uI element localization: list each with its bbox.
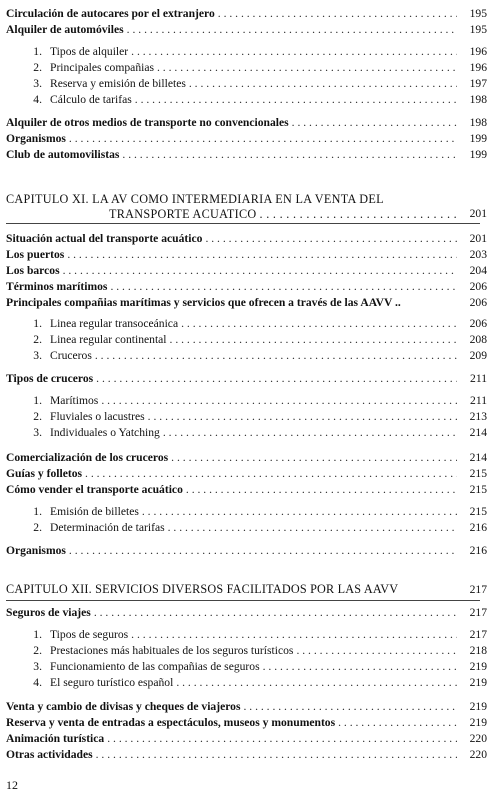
toc-subentry [6, 349, 460, 363]
leader-dots [85, 467, 457, 481]
leader-dots [170, 333, 457, 347]
leader-dots [157, 61, 457, 75]
entry-label: Situación actual del transporte acuático [6, 232, 203, 245]
entry-label: Cruceros [50, 349, 92, 362]
toc-entry [6, 280, 460, 294]
entry-page-number: 206 [469, 296, 487, 309]
leader-dots [127, 23, 457, 37]
leader-dots [218, 7, 457, 21]
toc-entry [6, 132, 460, 146]
toc-subentry [6, 61, 460, 75]
entry-number: 3. [33, 349, 42, 362]
leader-dots [148, 410, 457, 424]
entry-page-number: 206 [469, 280, 487, 293]
leader-dots [338, 716, 457, 730]
entry-number: 4. [33, 676, 42, 689]
toc-entry [6, 700, 460, 714]
entry-number: 1. [33, 45, 42, 58]
entry-label: Los puertos [6, 248, 65, 261]
toc-subentry [6, 426, 460, 440]
entry-label: Comercialización de los cruceros [6, 451, 169, 464]
entry-label: Principales compañias marítimas y servicios que ofrecen a través de las AAVV .. [6, 296, 401, 309]
entry-number: 1. [33, 317, 42, 330]
leader-dots [135, 93, 457, 107]
leader-dots [107, 732, 457, 746]
entry-label: Alquiler de otros medios de transporte no convencionales [6, 116, 289, 129]
entry-label: Circulación de autocares por el extranjero [6, 7, 215, 20]
entry-label: Cómo vender el transporte acuático [6, 483, 183, 496]
entry-label: Organismos [6, 132, 66, 145]
entry-page-number: 219 [469, 700, 487, 713]
leader-dots [176, 676, 457, 690]
entry-page-number: 195 [469, 23, 487, 36]
leader-dots [263, 660, 457, 674]
entry-number: 2. [33, 644, 42, 657]
entry-page-number: 204 [469, 264, 487, 277]
toc-subentry [6, 505, 460, 519]
entry-page-number: 217 [469, 628, 487, 641]
toc-entry [6, 732, 460, 746]
toc-entry [6, 7, 460, 21]
entry-page-number: 198 [469, 116, 487, 129]
toc-subentry [6, 394, 460, 408]
toc-entry [6, 544, 460, 558]
entry-page-number: 201 [469, 232, 487, 245]
entry-number: 3. [33, 77, 42, 90]
toc-subentry [6, 77, 460, 91]
leader-dots [260, 207, 457, 222]
entry-page-number: 215 [469, 467, 487, 480]
leader-dots [296, 644, 457, 658]
entry-label: Animación turística [6, 732, 105, 745]
leader-dots [69, 132, 457, 146]
leader-dots [171, 451, 457, 465]
entry-page-number: 220 [469, 748, 487, 761]
toc-entry [6, 451, 460, 465]
entry-label: Emisión de billetes [50, 505, 139, 518]
entry-number: 1. [33, 394, 42, 407]
entry-page-number: 206 [469, 317, 487, 330]
entry-page-number: 216 [469, 521, 487, 534]
toc-entry [6, 483, 460, 497]
leader-dots [131, 628, 457, 642]
chapter-title-line: CAPITULO XI. LA AV COMO INTERMEDIARIA EN LA VENTA DEL [6, 192, 384, 206]
entry-number: 4. [33, 93, 42, 106]
leader-dots [181, 317, 457, 331]
entry-page-number: 209 [469, 349, 487, 362]
entry-label: Venta y cambio de divisas y cheques de viajeros [6, 700, 241, 713]
entry-label: Seguros de viajes [6, 606, 91, 619]
page-folio: 12 [6, 778, 18, 792]
chapter-page-number: 217 [469, 583, 487, 596]
entry-page-number: 195 [469, 7, 487, 20]
entry-label: Organismos [6, 544, 66, 557]
entry-page-number: 196 [469, 61, 487, 74]
divider [6, 223, 480, 224]
entry-page-number: 219 [469, 660, 487, 673]
entry-page-number: 216 [469, 544, 487, 557]
leader-dots [168, 521, 457, 535]
entry-number: 3. [33, 426, 42, 439]
chapter-heading-xii: CAPITULO XII. SERVICIOS DIVERSOS FACILITADOS POR LAS AAVV [6, 582, 399, 596]
toc-entry [6, 606, 460, 620]
entry-label: Determinación de tarifas [50, 521, 165, 534]
chapter-subtitle-line [6, 207, 460, 222]
leader-dots [142, 505, 457, 519]
entry-label: Marítimos [50, 394, 99, 407]
entry-number: 3. [33, 660, 42, 673]
toc-subentry [6, 660, 460, 674]
toc-entry [6, 372, 460, 386]
toc-entry [6, 467, 460, 481]
entry-label: Términos marítimos [6, 280, 108, 293]
entry-label: Tipos de seguros [50, 628, 129, 641]
leader-dots [63, 264, 457, 278]
entry-page-number: 218 [469, 644, 487, 657]
toc-entry [6, 23, 460, 37]
entry-label: Los barcos [6, 264, 60, 277]
entry-label: Cálculo de tarifas [50, 93, 132, 106]
leader-dots [131, 45, 457, 59]
toc-subentry [6, 45, 460, 59]
entry-label: Club de automovilistas [6, 148, 120, 161]
entry-page-number: 220 [469, 732, 487, 745]
toc-subentry [6, 521, 460, 535]
entry-page-number: 196 [469, 45, 487, 58]
entry-page-number: 213 [469, 410, 487, 423]
entry-label: Funcionamiento de las compañias de seguros [50, 660, 260, 673]
entry-number: 1. [33, 505, 42, 518]
entry-label: Principales compañias [50, 61, 154, 74]
leader-dots [96, 748, 457, 762]
toc-entry [6, 296, 460, 310]
entry-page-number: 203 [469, 248, 487, 261]
entry-label: El seguro turístico español [50, 676, 174, 689]
leader-dots [186, 483, 457, 497]
toc-subentry [6, 644, 460, 658]
entry-label: Fluviales o lacustres [50, 410, 145, 423]
entry-page-number: 217 [469, 606, 487, 619]
entry-number: 2. [33, 333, 42, 346]
toc-entry [6, 748, 460, 762]
toc-subentry [6, 676, 460, 690]
leader-dots [122, 148, 457, 162]
toc-entry [6, 264, 460, 278]
toc-subentry [6, 93, 460, 107]
leader-dots [292, 116, 457, 130]
leader-dots [110, 280, 457, 294]
entry-label: Reserva y venta de entradas a espectáculos, museos y monumentos [6, 716, 336, 729]
entry-page-number: 211 [470, 372, 487, 385]
entry-label: Tipos de cruceros [6, 372, 94, 385]
leader-dots [189, 77, 457, 91]
entry-page-number: 214 [469, 451, 487, 464]
leader-dots [69, 544, 457, 558]
chapter-heading-xi [6, 192, 460, 222]
toc-subentry [6, 333, 460, 347]
divider [6, 600, 480, 601]
leader-dots [95, 349, 457, 363]
leader-dots [101, 394, 457, 408]
entry-label: Reserva y emisión de billetes [50, 77, 186, 90]
leader-dots [67, 248, 457, 262]
toc-entry [6, 116, 460, 130]
entry-page-number: 199 [469, 132, 487, 145]
entry-page-number: 211 [470, 394, 487, 407]
entry-label: Tipos de alquiler [50, 45, 129, 58]
entry-page-number: 214 [469, 426, 487, 439]
leader-dots [96, 372, 457, 386]
entry-number: 1. [33, 628, 42, 641]
toc-subentry [6, 410, 460, 424]
entry-label: Linea regular transoceánica [50, 317, 179, 330]
entry-page-number: 208 [469, 333, 487, 346]
toc-subentry [6, 317, 460, 331]
toc-entry [6, 716, 460, 730]
entry-page-number: 219 [469, 676, 487, 689]
entry-page-number: 197 [469, 77, 487, 90]
toc-entry [6, 248, 460, 262]
toc-entry [6, 148, 460, 162]
leader-dots [94, 606, 457, 620]
entry-label: Prestaciones más habituales de los seguros turísticos [50, 644, 294, 657]
entry-number: 2. [33, 61, 42, 74]
entry-page-number: 215 [469, 505, 487, 518]
toc-entry [6, 232, 460, 246]
toc-subentry [6, 628, 460, 642]
leader-dots [205, 232, 457, 246]
leader-dots [243, 700, 457, 714]
entry-label: Otras actividades [6, 748, 93, 761]
entry-label: Alquiler de automóviles [6, 23, 124, 36]
chapter-subtitle-text: TRANSPORTE ACUATICO [109, 207, 257, 221]
entry-page-number: 198 [469, 93, 487, 106]
chapter-page-number: 201 [469, 207, 487, 220]
entry-label: Linea regular continental [50, 333, 167, 346]
entry-label: Guías y folletos [6, 467, 83, 480]
entry-page-number: 199 [469, 148, 487, 161]
entry-label: Individuales o Yatching [50, 426, 160, 439]
entry-number: 2. [33, 410, 42, 423]
entry-page-number: 215 [469, 483, 487, 496]
entry-number: 2. [33, 521, 42, 534]
entry-page-number: 219 [469, 716, 487, 729]
leader-dots [163, 426, 457, 440]
